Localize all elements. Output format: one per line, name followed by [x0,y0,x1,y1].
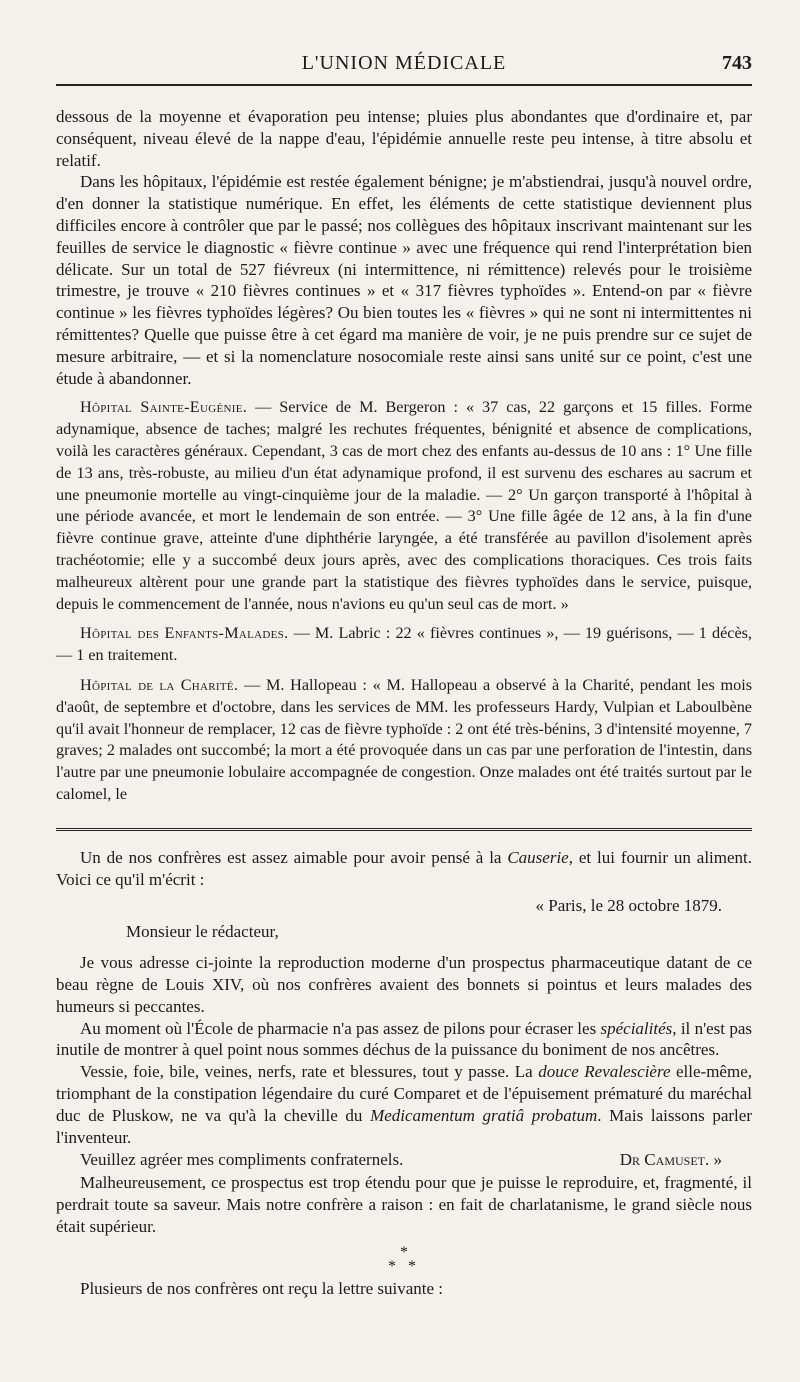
causerie-intro-text: Un de nos confrères est assez aimable pour avoir pensé à la [80,847,508,867]
paragraph-hospital-statistics: Dans les hôpitaux, l'épidémie est restée également bénigne; je m'abstiendrai, jusqu'à nouvel ordre, d'en donner la statistique numérique. En effet, les éléments de cette statistique deviennent plus difficiles encore à contrôler que par le passé; nos collègues des hôpitaux inscrivant maintenant sur les feuilles de service le diagnostic « fièvre continue » avec une fréquence qui rend l'interprétation bien délicate. Sur un total de 527 fiévreux (ni intermittence, ni rémittence) relevés pour le troisième trimestre, je trouve « 210 fièvres continues » et « 317 fièvres typhoïdes ». Entend-on par « fièvre continue » les fièvres typhoïdes légères? Ou bien toutes les « fièvres » qui ne sont ni intermittentes ni rémittentes? Quelle que puisse être à cet égard ma manière de voir, je ne puis prendre sur ce sujet de mesure arbitraire, — et si la nomenclature nosocomiale reste ainsi sans unité sur ce point, c'est une étude à abandonner. [56,172,752,388]
closing-paragraph: Malheureusement, ce prospectus est trop étendu pour que je puisse le reproduire, et, fragmenté, il perdrait toute sa saveur. Mais notre confrère a raison : en fait de charlatanisme, le grand siècle nous était supérieur. [56,1173,752,1237]
letter-text: Vessie, foie, bile, veines, nerfs, rate et blessures, tout y passe. La [80,1062,539,1082]
final-paragraph: Plusieurs de nos confrères ont reçu la lettre suivante : [80,1278,444,1298]
letter-emphasis: spécialités [600,1018,673,1038]
hospital-report-enfants-malades [56,623,752,667]
letter-emphasis: douce Revalescière [538,1062,671,1082]
causerie-intro-text: , et lui fournir un aliment. Voici ce qu'il m'écrit : [56,847,753,889]
letter-dateline: « Paris, le 28 octobre 1879. [535,896,722,916]
letter-text: . Mais laissons parler l'inventeur. [56,1105,752,1147]
causerie-section [56,847,752,1300]
letter-body [56,952,752,1172]
hospital-report-text: — M. Labric : 22 « fièvres continues », — 19 guérisons, — 1 décès, — 1 en traitement. [56,624,752,665]
page-header [56,0,752,96]
letter-text: Au moment où l'École de pharmacie n'a pas assez de pilons pour écraser les [80,1018,601,1038]
hospital-report-text: — Service de M. Bergeron : « 37 cas, 22 garçons et 15 filles. Forme adynamique, absence de taches; malgré les rechutes fréquentes, bénignité et absence de complications, voilà les caractères généraux. Cependant, 3 cas de mort chez des enfants au-dessus de 10 ans : 1° Une fille de 13 ans, très-robuste, au milieu d'un état adynamique profond, il est survenu des eschares au sacrum et une pneumonie mortelle au vingt-cinquième jour de la maladie. — 2° Un garçon transporté à l'hôpital à une période avancée, et mort le lendemain de son entrée. — 3° Une fille âgée de 12 ans, à la fin d'une fièvre continue grave, atteinte d'une diphthérie laryngée, a été transférée au pavillon d'isolement après trachéotomie; elle y a succombé deux jours après, avec des complications thoraciques. Ces trois faits malheureux altèrent pour une grande part la statistique des fièvres typhoïdes dans le service, puisque, depuis le commencement de l'année, nous n'avions eu qu'un seul cas de mort. » [56,398,752,613]
letter-text: elle-même, triomphant de la constipation légendaire du curé Comparet et de l'épuisement prématuré du maréchal duc de Pluskow, ne va qu'à la cheville du [56,1062,752,1125]
asterism-divider [56,1243,752,1275]
running-title: L'UNION MÉDICALE [301,52,507,74]
causerie-intro [56,847,752,891]
letter-emphasis: Medicamentum gratiâ probatum [370,1105,598,1125]
letter-paragraph [56,1061,752,1148]
letter-signature: Dr Camuset. » [619,1150,722,1170]
asterism-bottom: * * [388,1257,420,1275]
hospital-name: Hôpital Sainte-Eugénie. [80,398,248,417]
hospital-report-charite [56,675,752,806]
article-body [56,106,752,806]
signoff-text: Veuillez agréer mes compliments confraternels. [80,1150,404,1170]
causerie-title: Causerie [507,847,569,867]
letter-signoff [56,1148,752,1172]
hospital-report-text: — M. Hallopeau : « M. Hallopeau a observé à la Charité, pendant les mois d'août, de septembre et d'octobre, dans les services de MM. les professeurs Hardy, Vulpian et Laboulbène qu'il avait l'honneur de remplacer, 12 cas de fièvre typhoïde : 2 ont été très-bénins, 3 d'intensité moyenne, 7 graves; 2 malades ont succombé; la mort a été provoquée dans un cas par une perforation de l'intestin, dans l'autre par une pneumonie lobulaire accompagnée de congestion. Onze malades ont été traités surtout par le calomel, le [56,675,752,803]
hospital-name: Hôpital des Enfants-Malades. [80,624,289,643]
page-number: 743 [722,52,752,74]
letter-paragraph [56,1018,752,1062]
paragraph-epidemic-summary: dessous de la moyenne et évaporation peu intense; pluies plus abondantes que d'ordinaire et, par conséquent, niveau élevé de la nappe d'eau, l'épidémie annuelle reste peu intense, à titre absolu et relatif. [56,107,752,170]
hospital-report-sainte-eugenie [56,397,752,615]
header-rule [56,84,752,86]
letter-text: , il n'est pas inutile de montrer à quel point nous sommes déchus de la puissance du boniment de nos ancêtres. [56,1018,752,1060]
hospital-name: Hôpital de la Charité. [80,675,239,694]
section-divider [56,828,752,833]
letter-paragraph: Je vous adresse ci-jointe la reproduction moderne d'un prospectus pharmaceutique datant de ce beau règne de Louis XIV, où nos confrères avaient des bonnets si pointus et leurs malades des humeurs si peccantes. [56,953,752,1016]
asterism-top: * [400,1243,408,1261]
letter-salutation: Monsieur le rédacteur, [126,922,279,942]
